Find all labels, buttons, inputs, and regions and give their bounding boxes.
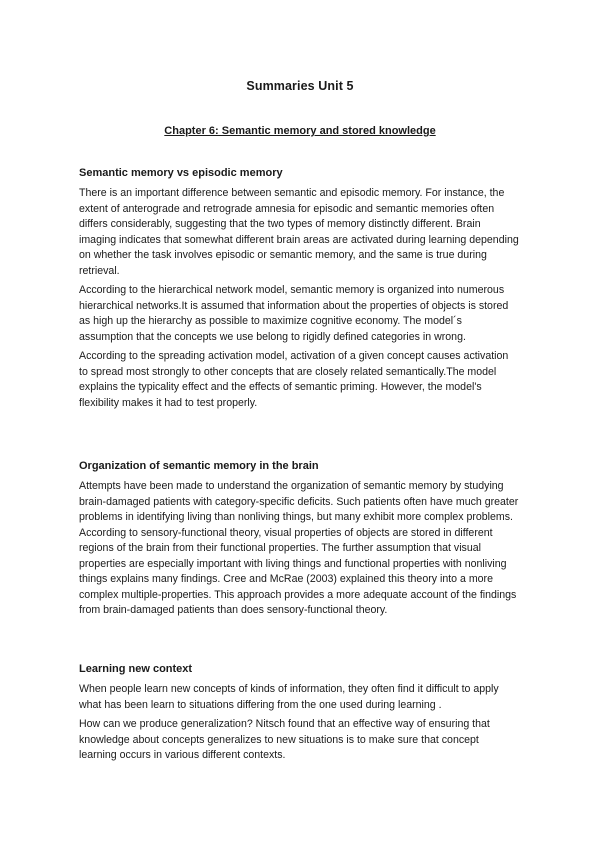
paragraph: How can we produce generalization? Nitsch found that an effective way of ensuring that knowledge about concepts generalizes to new situations is to make sure that concept learning occurs in various different contexts. <box>79 718 490 761</box>
document-title: Summaries Unit 5 <box>246 79 354 93</box>
paragraph: According to the spreading activation model, activation of a given concept causes activation to spread most strongly to other concepts that are closely related semantically.The model explains the typicality effect and the effects of semantic priming. However, the model's flexibility makes it had to test properly. <box>79 350 509 409</box>
section-heading: Semantic memory vs episodic memory <box>79 167 283 179</box>
paragraph: When people learn new concepts of kinds of information, they often find it difficult to apply what has been learn to situations differing from the one used during learning . <box>79 683 499 711</box>
paragraph: Attempts have been made to understand the organization of semantic memory by studying brain-damaged patients with category-specific deficits. Such patients often have much greater problems in identifying living than nonliving things, but many exhibit more complex problems. According to sensory-functional theory, visual properties of objects are stored in different regions of the brain from their functional properties. The further assumption that visual properties are especially important with living things and functional properties with nonliving things explains many findings. Cree and McRae (2003) explained this theory into a more complex multiple-properties. This approach provides a more adequate account of the findings from brain-damaged patients than does sensory-functional theory. <box>79 480 519 616</box>
paragraph: According to the hierarchical network model, semantic memory is organized into numerous hierarchical networks.It is assumed that information about the properties of objects is stored as high up the hierarchy as possible to maximize cognitive economy. The model´s assumption that the concepts we use belong to rigidly defined categories in wrong. <box>79 284 509 343</box>
paragraph: There is an important difference between semantic and episodic memory. For instance, the extent of anterograde and retrograde amnesia for episodic and semantic memories often differs considerably, suggesting that the two types of memory distinctly different. Brain imaging indicates that somewhat different brain areas are activated during learning depending on whether the task involves episodic or semantic memory, and the same is true during retrieval. <box>79 187 519 277</box>
section-learning-new-context <box>79 662 519 768</box>
section-semantic-vs-episodic <box>79 166 519 415</box>
section-heading: Learning new context <box>79 663 193 675</box>
section-heading: Organization of semantic memory in the brain <box>79 460 319 472</box>
section-organization-brain <box>79 459 519 623</box>
chapter-heading: Chapter 6: Semantic memory and stored knowledge <box>164 125 436 137</box>
